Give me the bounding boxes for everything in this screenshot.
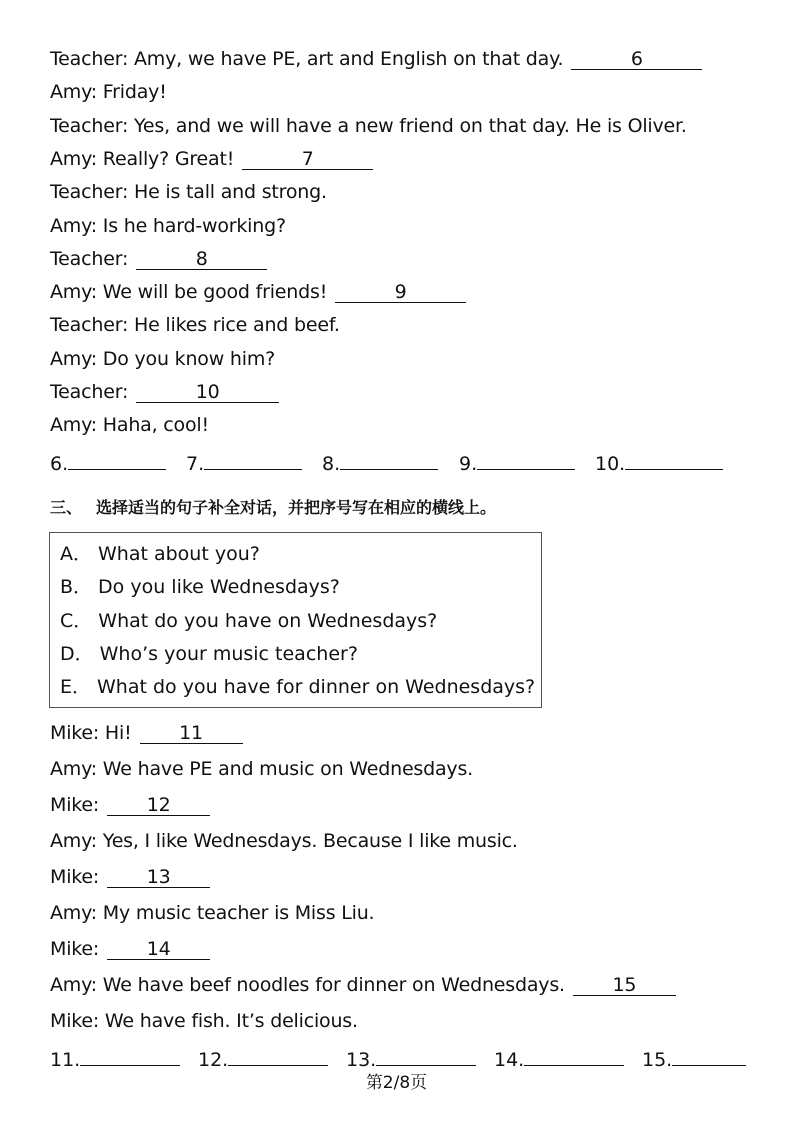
- section-instruction: 选择适当的句子补全对话，并把序号写在相应的横线上。: [96, 498, 497, 517]
- dialogue-line: [50, 1009, 358, 1033]
- dialogue-line: [50, 114, 687, 138]
- dialogue-line: [50, 214, 286, 238]
- dialogue-line: [50, 829, 518, 853]
- answer-number: 9.: [459, 453, 478, 475]
- answer-blank[interactable]: 11: [140, 721, 243, 744]
- answer-line[interactable]: [625, 447, 723, 470]
- options-box: [49, 532, 542, 708]
- option-e: [60, 675, 535, 699]
- dialogue-line: [50, 47, 702, 71]
- option-b: [60, 575, 340, 599]
- answer-row: [50, 447, 750, 473]
- line-text: Teacher:: [50, 381, 129, 403]
- dialogue-line: [50, 380, 279, 404]
- answer-number: 12.: [198, 1049, 229, 1071]
- answer-line[interactable]: [340, 447, 438, 470]
- answer-item: [595, 447, 723, 476]
- answer-row: [50, 1043, 750, 1069]
- line-text: Mike: Hi!: [50, 722, 132, 744]
- line-text: Amy: We have beef noodles for dinner on Wednesdays.: [50, 974, 565, 996]
- option-letter: A．: [60, 543, 92, 565]
- answer-line[interactable]: [376, 1043, 476, 1066]
- line-text: Teacher: He likes rice and beef.: [50, 314, 340, 336]
- answer-blank[interactable]: 7: [242, 147, 373, 170]
- answer-number: 14.: [494, 1049, 525, 1071]
- option-text: Who’s your music teacher?: [99, 643, 358, 665]
- section-heading: [50, 496, 496, 520]
- answer-item: [346, 1043, 476, 1072]
- dialogue-line: [50, 313, 340, 337]
- line-text: Amy: Is he hard-working?: [50, 215, 286, 237]
- dialogue-line: [50, 247, 267, 271]
- line-text: Amy: Really? Great!: [50, 148, 235, 170]
- option-d: [60, 642, 358, 666]
- option-a: [60, 542, 260, 566]
- answer-item: [186, 447, 302, 476]
- answer-item: [494, 1043, 624, 1072]
- line-text: Teacher:: [50, 248, 129, 270]
- dialogue-line: [50, 973, 676, 997]
- answer-number: 7.: [186, 453, 205, 475]
- answer-line[interactable]: [204, 447, 302, 470]
- line-text: Amy: My music teacher is Miss Liu.: [50, 902, 375, 924]
- answer-number: 13.: [346, 1049, 377, 1071]
- dialogue-line: [50, 757, 473, 781]
- dialogue-line: [50, 180, 327, 204]
- answer-line[interactable]: [68, 447, 166, 470]
- answer-blank[interactable]: 9: [335, 280, 466, 303]
- answer-number: 11.: [50, 1049, 81, 1071]
- dialogue-line: [50, 901, 374, 925]
- line-text: Amy: We have PE and music on Wednesdays.: [50, 758, 474, 780]
- option-text: What do you have for dinner on Wednesdays?: [97, 676, 536, 698]
- answer-line[interactable]: [672, 1043, 746, 1066]
- answer-item: [642, 1043, 746, 1072]
- dialogue-line: [50, 413, 209, 437]
- page-number: 第2/8页: [365, 1073, 428, 1093]
- option-text: What about you?: [98, 543, 260, 565]
- answer-line[interactable]: [228, 1043, 328, 1066]
- answer-item: [50, 447, 166, 476]
- answer-line[interactable]: [524, 1043, 624, 1066]
- line-text: Mike: We have fish. It’s delicious.: [50, 1010, 358, 1032]
- dialogue-line: [50, 80, 167, 104]
- option-letter: C．: [60, 610, 93, 632]
- answer-item: [198, 1043, 328, 1072]
- answer-blank[interactable]: 14: [107, 937, 210, 960]
- answer-number: 15.: [642, 1049, 673, 1071]
- option-letter: D．: [60, 643, 94, 665]
- answer-line[interactable]: [477, 447, 575, 470]
- line-text: Amy: Haha, cool!: [50, 414, 209, 436]
- section-number: 三、: [50, 498, 83, 517]
- option-letter: B．: [60, 576, 93, 598]
- answer-blank[interactable]: 15: [573, 973, 676, 996]
- line-text: Amy: Do you know him?: [50, 348, 276, 370]
- answer-number: 6.: [50, 453, 69, 475]
- line-text: Mike:: [50, 866, 100, 888]
- dialogue-line: [50, 937, 210, 961]
- line-text: Teacher: He is tall and strong.: [50, 181, 327, 203]
- answer-blank[interactable]: 13: [107, 865, 210, 888]
- answer-item: [322, 447, 438, 476]
- dialogue-line: [50, 865, 210, 889]
- dialogue-line: [50, 793, 210, 817]
- answer-blank[interactable]: 8: [136, 247, 267, 270]
- line-text: Mike:: [50, 794, 100, 816]
- answer-blank[interactable]: 6: [571, 47, 702, 70]
- option-text: What do you have on Wednesdays?: [98, 610, 438, 632]
- dialogue-line: [50, 147, 373, 171]
- line-text: Amy: Yes, I like Wednesdays. Because I like music.: [50, 830, 518, 852]
- option-c: [60, 609, 437, 633]
- answer-line[interactable]: [80, 1043, 180, 1066]
- line-text: Amy: We will be good friends!: [50, 281, 328, 303]
- answer-blank[interactable]: 12: [107, 793, 210, 816]
- line-text: Mike:: [50, 938, 100, 960]
- answer-blank[interactable]: 10: [136, 380, 279, 403]
- answer-number: 10.: [595, 453, 626, 475]
- line-text: Amy: Friday!: [50, 81, 167, 103]
- dialogue-line: [50, 280, 466, 304]
- answer-item: [459, 447, 575, 476]
- option-letter: E．: [60, 676, 92, 698]
- option-text: Do you like Wednesdays?: [98, 576, 340, 598]
- dialogue-line: [50, 347, 275, 371]
- answer-number: 8.: [322, 453, 341, 475]
- line-text: Teacher: Amy, we have PE, art and English on that day.: [50, 48, 564, 70]
- answer-item: [50, 1043, 180, 1072]
- dialogue-line: [50, 721, 243, 745]
- line-text: Teacher: Yes, and we will have a new friend on that day. He is Oliver.: [50, 115, 687, 137]
